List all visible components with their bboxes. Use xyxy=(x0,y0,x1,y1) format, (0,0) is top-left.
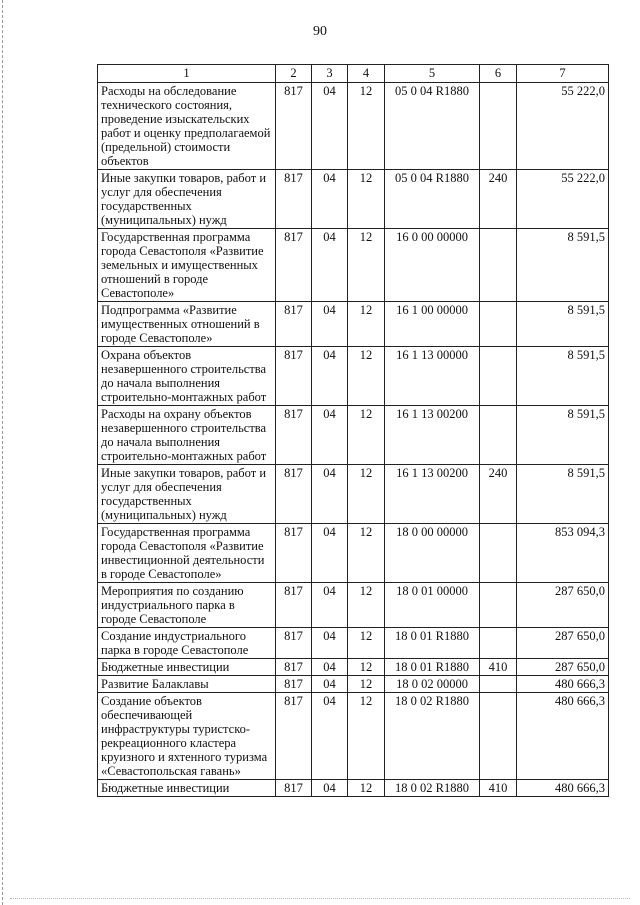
column-header: 7 xyxy=(517,65,609,83)
table-row xyxy=(98,229,609,302)
cell-amount: 480 666,3 xyxy=(517,780,609,797)
cell-amount: 8 591,5 xyxy=(517,406,609,465)
scan-edge-line xyxy=(2,0,3,905)
cell-ministry-code: 817 xyxy=(276,465,312,524)
cell-subsection-code: 12 xyxy=(348,693,385,780)
cell-expense-name: Расходы на обследование технического состояния, проведение изыскательских работ и оценку предполагаемой (предельной) стоимости объектов xyxy=(98,83,276,170)
cell-expense-name: Создание объектов обеспечивающей инфраструктуры туристско-рекреационного кластера круизного и яхтенного туризма «Севастопольская гавань» xyxy=(98,693,276,780)
cell-amount: 55 222,0 xyxy=(517,170,609,229)
cell-section-code: 04 xyxy=(312,302,348,347)
cell-section-code: 04 xyxy=(312,693,348,780)
cell-target-article: 18 0 02 R1880 xyxy=(385,780,480,797)
table-row xyxy=(98,659,609,676)
cell-expense-name: Мероприятия по созданию индустриального парка в городе Севастополе xyxy=(98,583,276,628)
cell-expense-type xyxy=(480,628,517,659)
cell-amount: 287 650,0 xyxy=(517,628,609,659)
column-header: 3 xyxy=(312,65,348,83)
cell-section-code: 04 xyxy=(312,406,348,465)
cell-target-article: 18 0 02 R1880 xyxy=(385,693,480,780)
cell-subsection-code: 12 xyxy=(348,347,385,406)
cell-ministry-code: 817 xyxy=(276,83,312,170)
cell-ministry-code: 817 xyxy=(276,229,312,302)
cell-target-article: 18 0 00 00000 xyxy=(385,524,480,583)
cell-ministry-code: 817 xyxy=(276,676,312,693)
cell-expense-type xyxy=(480,693,517,780)
cell-section-code: 04 xyxy=(312,524,348,583)
cell-section-code: 04 xyxy=(312,659,348,676)
cell-expense-type xyxy=(480,347,517,406)
cell-expense-name: Расходы на охрану объектов незавершенного строительства до начала выполнения строительно-монтажных работ xyxy=(98,406,276,465)
cell-section-code: 04 xyxy=(312,628,348,659)
cell-expense-type xyxy=(480,406,517,465)
table-row xyxy=(98,583,609,628)
cell-expense-name: Бюджетные инвестиции xyxy=(98,659,276,676)
table-row xyxy=(98,347,609,406)
column-header: 4 xyxy=(348,65,385,83)
cell-expense-type: 410 xyxy=(480,659,517,676)
cell-ministry-code: 817 xyxy=(276,628,312,659)
cell-subsection-code: 12 xyxy=(348,229,385,302)
cell-expense-type xyxy=(480,676,517,693)
cell-amount: 853 094,3 xyxy=(517,524,609,583)
column-header: 2 xyxy=(276,65,312,83)
table-row xyxy=(98,628,609,659)
cell-section-code: 04 xyxy=(312,83,348,170)
cell-target-article: 16 1 00 00000 xyxy=(385,302,480,347)
page-number: 90 xyxy=(313,24,327,39)
cell-amount: 480 666,3 xyxy=(517,676,609,693)
cell-amount: 8 591,5 xyxy=(517,229,609,302)
cell-ministry-code: 817 xyxy=(276,170,312,229)
cell-ministry-code: 817 xyxy=(276,583,312,628)
scan-bottom-line xyxy=(10,898,630,899)
cell-section-code: 04 xyxy=(312,347,348,406)
cell-target-article: 05 0 04 R1880 xyxy=(385,83,480,170)
table-row xyxy=(98,780,609,797)
cell-expense-name: Государственная программа города Севастополя «Развитие земельных и имущественных отношений в городе Севастополе» xyxy=(98,229,276,302)
column-header: 6 xyxy=(480,65,517,83)
cell-subsection-code: 12 xyxy=(348,659,385,676)
cell-expense-name: Развитие Балаклавы xyxy=(98,676,276,693)
cell-section-code: 04 xyxy=(312,229,348,302)
cell-expense-name: Государственная программа города Севастополя «Развитие инвестиционной деятельности в городе Севастополе» xyxy=(98,524,276,583)
cell-section-code: 04 xyxy=(312,170,348,229)
cell-subsection-code: 12 xyxy=(348,583,385,628)
table-row xyxy=(98,170,609,229)
cell-ministry-code: 817 xyxy=(276,693,312,780)
cell-expense-type: 410 xyxy=(480,780,517,797)
cell-subsection-code: 12 xyxy=(348,302,385,347)
cell-target-article: 18 0 01 R1880 xyxy=(385,659,480,676)
table-row xyxy=(98,676,609,693)
cell-expense-type xyxy=(480,83,517,170)
cell-expense-type xyxy=(480,524,517,583)
column-header: 1 xyxy=(98,65,276,83)
table-row xyxy=(98,465,609,524)
budget-table xyxy=(97,64,609,797)
cell-subsection-code: 12 xyxy=(348,676,385,693)
cell-expense-type: 240 xyxy=(480,170,517,229)
cell-amount: 8 591,5 xyxy=(517,347,609,406)
cell-target-article: 18 0 01 R1880 xyxy=(385,628,480,659)
table-body xyxy=(98,83,609,797)
cell-target-article: 16 1 13 00200 xyxy=(385,465,480,524)
cell-subsection-code: 12 xyxy=(348,83,385,170)
cell-expense-name: Подпрограмма «Развитие имущественных отношений в городе Севастополе» xyxy=(98,302,276,347)
cell-target-article: 16 1 13 00000 xyxy=(385,347,480,406)
cell-expense-name: Создание индустриального парка в городе Севастополе xyxy=(98,628,276,659)
cell-ministry-code: 817 xyxy=(276,524,312,583)
cell-ministry-code: 817 xyxy=(276,347,312,406)
cell-expense-name: Иные закупки товаров, работ и услуг для обеспечения государственных (муниципальных) нужд xyxy=(98,465,276,524)
cell-expense-type xyxy=(480,229,517,302)
cell-subsection-code: 12 xyxy=(348,465,385,524)
cell-amount: 287 650,0 xyxy=(517,659,609,676)
cell-amount: 55 222,0 xyxy=(517,83,609,170)
cell-ministry-code: 817 xyxy=(276,780,312,797)
cell-target-article: 18 0 02 00000 xyxy=(385,676,480,693)
cell-target-article: 16 1 13 00200 xyxy=(385,406,480,465)
cell-ministry-code: 817 xyxy=(276,302,312,347)
cell-subsection-code: 12 xyxy=(348,524,385,583)
table-header-row xyxy=(98,65,609,83)
cell-subsection-code: 12 xyxy=(348,628,385,659)
cell-target-article: 18 0 01 00000 xyxy=(385,583,480,628)
cell-subsection-code: 12 xyxy=(348,780,385,797)
cell-amount: 8 591,5 xyxy=(517,302,609,347)
cell-expense-name: Охрана объектов незавершенного строительства до начала выполнения строительно-монтажных работ xyxy=(98,347,276,406)
cell-expense-type xyxy=(480,583,517,628)
cell-section-code: 04 xyxy=(312,676,348,693)
cell-section-code: 04 xyxy=(312,583,348,628)
cell-amount: 8 591,5 xyxy=(517,465,609,524)
cell-expense-type xyxy=(480,302,517,347)
cell-section-code: 04 xyxy=(312,780,348,797)
cell-expense-name: Иные закупки товаров, работ и услуг для обеспечения государственных (муниципальных) нужд xyxy=(98,170,276,229)
cell-ministry-code: 817 xyxy=(276,659,312,676)
cell-subsection-code: 12 xyxy=(348,406,385,465)
cell-subsection-code: 12 xyxy=(348,170,385,229)
column-header: 5 xyxy=(385,65,480,83)
cell-amount: 480 666,3 xyxy=(517,693,609,780)
table-row xyxy=(98,524,609,583)
cell-expense-type: 240 xyxy=(480,465,517,524)
table-row xyxy=(98,83,609,170)
table-row xyxy=(98,406,609,465)
cell-expense-name: Бюджетные инвестиции xyxy=(98,780,276,797)
table-row xyxy=(98,302,609,347)
cell-target-article: 05 0 04 R1880 xyxy=(385,170,480,229)
cell-ministry-code: 817 xyxy=(276,406,312,465)
table-row xyxy=(98,693,609,780)
cell-section-code: 04 xyxy=(312,465,348,524)
cell-target-article: 16 0 00 00000 xyxy=(385,229,480,302)
cell-amount: 287 650,0 xyxy=(517,583,609,628)
